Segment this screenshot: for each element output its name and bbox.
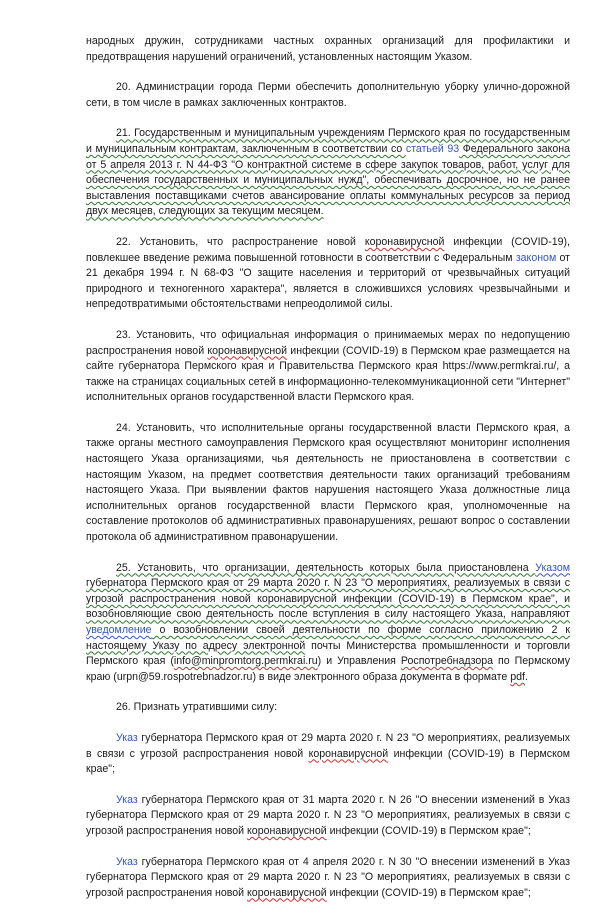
repealed-decree-1-text-b: инфекции (COVID-19) в Пермском крае"; bbox=[86, 747, 571, 776]
link-decree-23[interactable]: Указ bbox=[116, 731, 138, 744]
repealed-decree-3-text-b: инфекции (COVID-19) в Пермском крае"; bbox=[326, 886, 531, 899]
paragraph-25-text-e: ) и Управления bbox=[317, 655, 401, 668]
paragraph-22-text-c: от 21 декабря 1994 г. N 68-ФЗ "О защите населения и территорий от чрезвычайных ситуаций природного и техногенного характера", является в сложившихся условиях чрезвычайными и непредотвратимыми обстоятельствами непреодолимой силы. bbox=[86, 251, 570, 311]
link-decree[interactable]: Указом bbox=[535, 561, 570, 574]
paragraph-20-text: 20. Администрации города Перми обеспечить дополнительную уборку улично-дорожной сети, в том числе в рамках заключенных контрактов. bbox=[86, 81, 570, 109]
document-body bbox=[86, 34, 570, 916]
paragraph-24-text: 24. Установить, что исполнительные органы государственной власти Пермского края, а также органы местного самоуправления Пермского края осуществляют мониторинг исполнения настоящего Указа организациями, чья деятельность не приостановлена в соответствии с настоящим Указом, на предмет соответствия деятельности таких организаций требованиям настоящего Указа. При выявлении фактов нарушения настоящего Указа должностные лица исполнительных органов государственной власти Пермского края, уполномоченные на составление протоколов об административных правонарушениях, решают вопрос о составлении протокола об административном правонарушении. bbox=[86, 421, 570, 544]
repealed-decree-3 bbox=[86, 855, 570, 902]
paragraph-26 bbox=[86, 700, 570, 716]
paragraph-22 bbox=[86, 235, 570, 313]
misspelled-word: коронавирусной bbox=[247, 824, 327, 837]
paragraph-25-text-a: 25. Установить, что организации, деятельность которых была приостановлена bbox=[116, 561, 536, 574]
paragraph-22-text-b: инфекции (COVID-19), повлекшее введение режима повышенной готовности в соответствии с Федеральным bbox=[86, 235, 570, 264]
paragraph-25-text-f: по Пермскому краю (urpn@59.rospotrebnadzor.ru) в виде электронного образа документа в формате bbox=[86, 655, 570, 683]
paragraph-25-text-d: почты Министерства промышленности и торговли Пермского края ( bbox=[86, 639, 571, 668]
paragraph-23-text-b: инфекции (COVID-19) в Пермском крае размещается на сайте губернатора Пермского края и Правительства Пермского края https://www.permkrai.ru/, а также на страницах социальных сетей в информационно-телекоммуникационной сети "Интернет" исполнительных органов государственной власти Пермского края. bbox=[86, 344, 570, 404]
misspelled-word: Роспотребнадзора bbox=[400, 655, 494, 668]
email-minpromtorg: info@minpromtorg.permkrai.ru bbox=[173, 655, 318, 668]
paragraph-25-text-c: о возобновлении своей деятельности по форме согласно приложению 2 к настоящему Указу по адресу электронной bbox=[86, 624, 570, 652]
paragraph-20 bbox=[86, 80, 570, 111]
link-decree-26[interactable]: Указ bbox=[116, 793, 138, 806]
misspelled-word: коронавирусной bbox=[364, 235, 445, 248]
paragraph-22-text-a: 22. Установить, что распространение новой bbox=[116, 235, 365, 248]
misspelled-word: коронавирусной bbox=[308, 747, 389, 760]
link-decree-30[interactable]: Указ bbox=[116, 855, 138, 868]
paragraph-24 bbox=[86, 421, 570, 546]
paragraph-19-tail bbox=[86, 34, 570, 65]
paragraph-19-text: народных дружин, сотрудниками частных охранных организаций для профилактики и предотвращения нарушений ограничений, установленных настоящим Указом. bbox=[86, 35, 570, 63]
paragraph-23 bbox=[86, 328, 570, 406]
paragraph-21 bbox=[86, 126, 570, 220]
paragraph-21-text-a: 21. Государственным и муниципальным учреждениям Пермского края по государственным и муниципальным контрактам, заключенным в соответствии со bbox=[86, 127, 570, 155]
paragraph-23-text-a: 23. Установить, что официальная информация о принимаемых мерах по недопущению распространения новой bbox=[86, 328, 570, 357]
misspelled-word: коронавирусной bbox=[207, 344, 288, 357]
repealed-decree-3-text-a: губернатора Пермского края от 4 апреля 2020 г. N 30 "О внесении изменений в Указ губернатора Пермского края от 29 марта 2020 г. N 23 "О мероприятиях, реализуемых в связи с угрозой распространения новой bbox=[86, 855, 570, 899]
link-article-93[interactable]: статьей 93 bbox=[405, 142, 460, 155]
repealed-decree-1-text-a: губернатора Пермского края от 29 марта 2020 г. N 23 "О мероприятиях, реализуемых в связи с угрозой распространения новой bbox=[86, 731, 570, 760]
misspelled-word: коронавирусной bbox=[247, 886, 327, 899]
paragraph-26-text: 26. Признать утратившими силу: bbox=[116, 701, 278, 714]
paragraph-25 bbox=[86, 561, 570, 686]
repealed-decree-1 bbox=[86, 731, 570, 778]
paragraph-21-text-b: Федерального закона от 5 апреля 2013 г. N 44-ФЗ "О контрактной системе в сфере закупок товаров, работ, услуг для обеспечения государственных и муниципальных нужд", обеспечивать досрочное, но не ранее выставления поставщиками счетов авансирование оплаты коммунальных ресурсов за период двух месяцев, следующих за текущим месяцем. bbox=[86, 142, 570, 218]
link-notification[interactable]: уведомление bbox=[86, 624, 152, 636]
repealed-decree-2-text-a: губернатора Пермского края от 31 марта 2020 г. N 26 "О внесении изменений в Указ губернатора Пермского края от 29 марта 2020 г. N 23 "О мероприятиях, реализуемых в связи с угрозой распространения новой bbox=[86, 793, 570, 837]
format-pdf: pdf bbox=[510, 670, 525, 683]
repealed-decree-2-text-b: инфекции (COVID-19) в Пермском крае"; bbox=[326, 824, 531, 837]
repealed-decree-2 bbox=[86, 793, 570, 840]
paragraph-25-text-g: . bbox=[524, 670, 528, 683]
link-law[interactable]: законом bbox=[515, 251, 557, 264]
paragraph-25-text-b: губернатора Пермского края от 29 марта 2020 г. N 23 "О мероприятиях, реализуемых в связи с угрозой распространения новой коронавирусной инфекции (COVID-19) в Пермском крае", и возобновляющие свою деятельность после вступления в силу настоящего Указа, направляют bbox=[86, 577, 570, 621]
